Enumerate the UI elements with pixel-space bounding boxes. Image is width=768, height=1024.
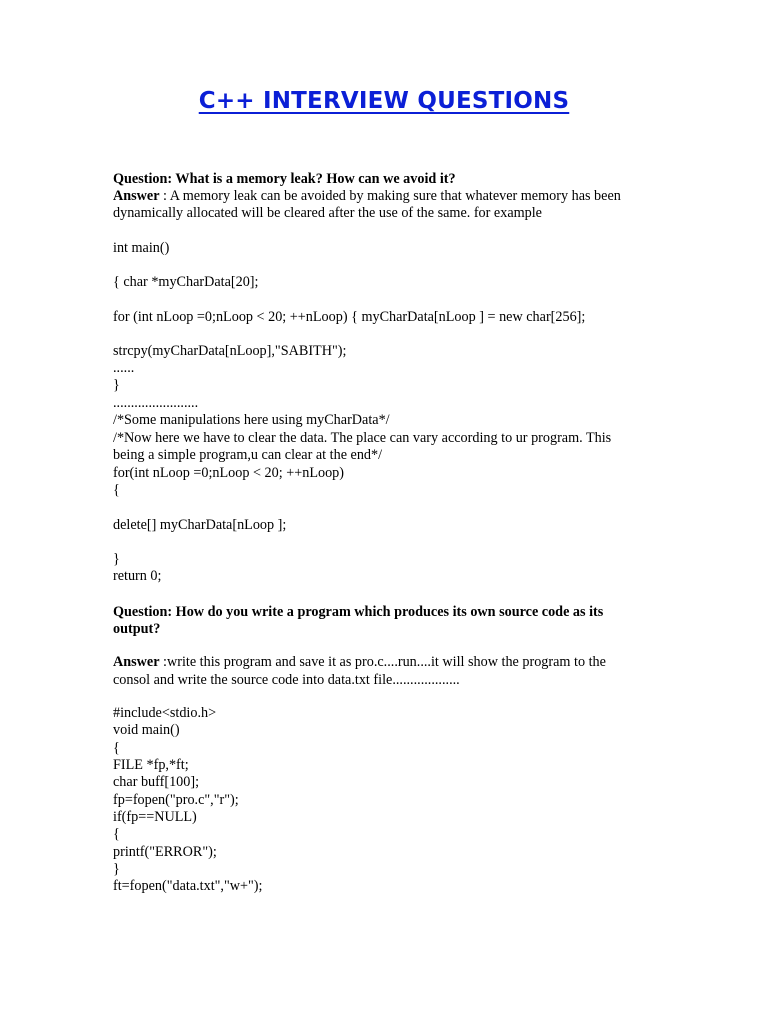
answer-1-text: : A memory leak can be avoided by making sure that whatever memory has been (159, 188, 621, 204)
code-line: strcpy(myCharData[nLoop],"SABITH"); (113, 343, 347, 359)
question-1: Question: What is a memory leak? How can we avoid it? (113, 171, 456, 187)
page-title: C++ INTERVIEW QUESTIONS (198, 88, 570, 114)
code-line: char buff[100]; (113, 774, 200, 790)
code-line: { (113, 826, 120, 842)
code-line: } (113, 861, 120, 877)
answer-2-label: Answer (113, 654, 160, 670)
code-line: ...... (113, 360, 135, 376)
code-line: ft=fopen("data.txt","w+"); (113, 878, 263, 894)
code-line: { char *myCharData[20]; (113, 274, 259, 290)
code-line: ........................ (113, 395, 199, 411)
answer-2-line-1 (113, 654, 606, 671)
code-line: /*Now here we have to clear the data. The place can vary according to ur program. This (113, 430, 612, 446)
code-line: /*Some manipulations here using myCharData*/ (113, 412, 390, 428)
code-line: for (int nLoop =0;nLoop < 20; ++nLoop) { myCharData[nLoop ] = new char[256]; (113, 309, 586, 325)
code-line: FILE *fp,*ft; (113, 757, 189, 773)
code-line: void main() (113, 722, 180, 738)
code-line: fp=fopen("pro.c","r"); (113, 792, 239, 808)
code-line: { (113, 482, 120, 498)
answer-1-label: Answer (113, 188, 160, 204)
code-line: { (113, 740, 120, 756)
code-line: int main() (113, 240, 170, 256)
code-line: #include<stdio.h> (113, 705, 217, 721)
answer-1-line-1 (113, 188, 621, 205)
code-line: } (113, 551, 120, 567)
question-2-line-2: output? (113, 621, 161, 637)
code-line: return 0; (113, 568, 162, 584)
code-line: printf("ERROR"); (113, 844, 217, 860)
question-2-line-1: Question: How do you write a program which produces its own source code as its (113, 604, 604, 620)
code-line: being a simple program,u can clear at the end*/ (113, 447, 383, 463)
answer-2-line-2: consol and write the source code into data.txt file................... (113, 672, 460, 688)
answer-2-text: :write this program and save it as pro.c....run....it will show the program to the (159, 654, 606, 670)
code-line: } (113, 377, 120, 393)
code-line: for(int nLoop =0;nLoop < 20; ++nLoop) (113, 465, 344, 481)
answer-1-line-2: dynamically allocated will be cleared after the use of the same. for example (113, 205, 542, 221)
code-line: delete[] myCharData[nLoop ]; (113, 517, 287, 533)
code-line: if(fp==NULL) (113, 809, 197, 825)
